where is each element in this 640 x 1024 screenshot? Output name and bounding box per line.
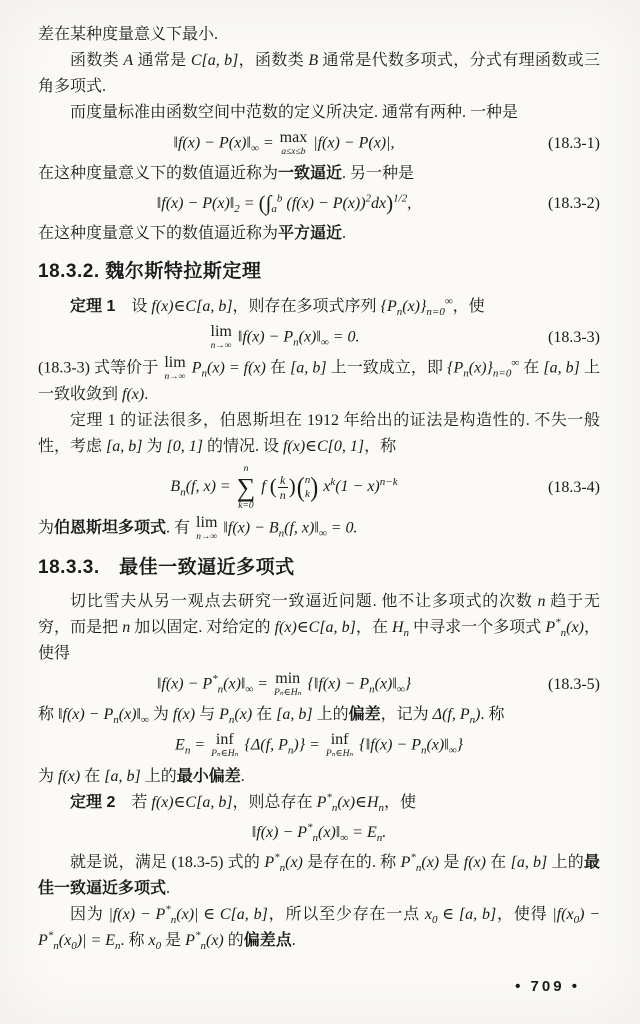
paragraph: 而度量标准由函数空间中范数的定义所决定. 通常有两种. 一种是 [70, 104, 519, 121]
paragraph: 差在某种度量意义下最小. [38, 26, 219, 43]
paragraph: 为伯恩斯坦多项式. 有 lim n→∞ ‖f(x) − $B_n(f$, $x)‖_\infty = 0$. [38, 514, 358, 543]
display-formula: lim n→∞ ‖f(x) − $P_n(x)‖_\infty = 0$. (18.3-3) [210, 322, 600, 351]
display-formula: $B_n(f$, x) = n ∑ k=0 f ( $\frac{k}{n}$ ) ( n k ) $x^k(1 - x)^{n-k}$ (18.3-4) [170, 464, 600, 511]
display-formula: ‖f(x) − $P(x)‖_2 = (\int_a^b$ $(f(x) - P(x))^2dx)^{1/2}$, (18.3-2) [156, 191, 600, 216]
equation-number: (18.3-3) [548, 328, 600, 346]
paragraph: 定理 2 若 f(x)∈C[a, b]，则总存在 $P^*_n(x)\in H_n$，使 [70, 791, 417, 814]
paragraph: 因为 $|f(x) - P^*_n(x)|$ ∈ C[a, b]，所以至少存在一点 $x_0$ ∈ [a, b]，使得 $|f(x_0) - P^*_n(x_0)| = E_n$. 称 $x_0$ 是 $P^*_n(x)$ 的偏差点. [38, 903, 601, 952]
display-formula: ‖f(x) − $P(x)‖_\infty$ = max a≤x≤b |f(x) − P(x)|, (18.3-1) [173, 129, 600, 157]
paragraph: (18.3-3) 式等价于 lim n→∞ $P_n(x) = f(x)$ 在 [a, b] 上一致成立，即 $\{P_n(x)\}_{n=0}^\infty$ 在 [a, b] 上一致收敛到 f(x). [38, 354, 600, 404]
paragraph: 称 ‖f(x) − $P_n(x)‖_\infty$ 为 f(x) 与 $P_n(x)$ 在 [a, b] 上的偏差，记为 Δ(f, $P_n$). 称 [38, 706, 505, 727]
section-heading: 18.3.3. 最佳一致逼近多项式 [38, 556, 295, 578]
equation-number: (18.3-1) [548, 134, 600, 152]
display-formula: $E_n$ = inf Pₙ∈Hₙ {Δ(f, $P_n$)} = inf Pₙ∈Hₙ {‖f(x) − $P_n(x)‖_\infty$} [175, 731, 463, 760]
equation-number: (18.3-2) [548, 195, 600, 213]
page-number [515, 974, 580, 1000]
display-formula: ‖f(x) − $P^*_n(x)‖_\infty$ = min Pₙ∈Hₙ {‖f(x) − $P_n(x)‖_\infty$} (18.3-5) [156, 670, 600, 698]
equation-number: (18.3-5) [548, 675, 600, 693]
paragraph: 为 f(x) 在 [a, b] 上的最小偏差. [38, 767, 245, 785]
paragraph: 在这种度量意义下的数值逼近称为一致逼近. 另一种是 [38, 165, 415, 183]
page-number-text: • 709 • [515, 977, 580, 995]
section-heading: 18.3.2. 魏尔斯特拉斯定理 [38, 261, 262, 283]
paragraph: 定理 1 的证法很多，伯恩斯坦在 1912 年给出的证法是构造性的. 不失一般性，考虑 [a, b] 为 [0, 1] 的情况. 设 f(x)∈C[0, 1]，称 [38, 412, 600, 456]
paragraph: 函数类 A 通常是 C[a, b]，函数类 B 通常是代数多项式，分式有理函数或三角多项式. [38, 52, 600, 95]
equation-number: (18.3-4) [548, 478, 600, 496]
display-formula: ‖f(x) − $P^*_n(x)‖_\infty = E_n$. [251, 821, 387, 844]
paragraph: 在这种度量意义下的数值逼近称为平方逼近. [38, 225, 347, 243]
paragraph: 切比雪夫从另一观点去研究一致逼近问题. 他不让多项式的次数 n 趋于无穷，而是把 n 加以固定. 对给定的 f(x)∈C[a, b]，在 $H_n$ 中寻求一个多项式 $P^*_n(x)$，使得 [38, 593, 600, 663]
paragraph: 就是说，满足 (18.3-5) 式的 $P^*_n(x)$ 是存在的. 称 $P^*_n(x)$ 是 f(x) 在 [a, b] 上的最佳一致逼近多项式. [38, 851, 600, 897]
paragraph: 定理 1 设 f(x)∈C[a, b]，则存在多项式序列 $\{P_n(x)\}_{n=0}^\infty$，使 [70, 295, 485, 319]
page-body [38, 22, 600, 954]
